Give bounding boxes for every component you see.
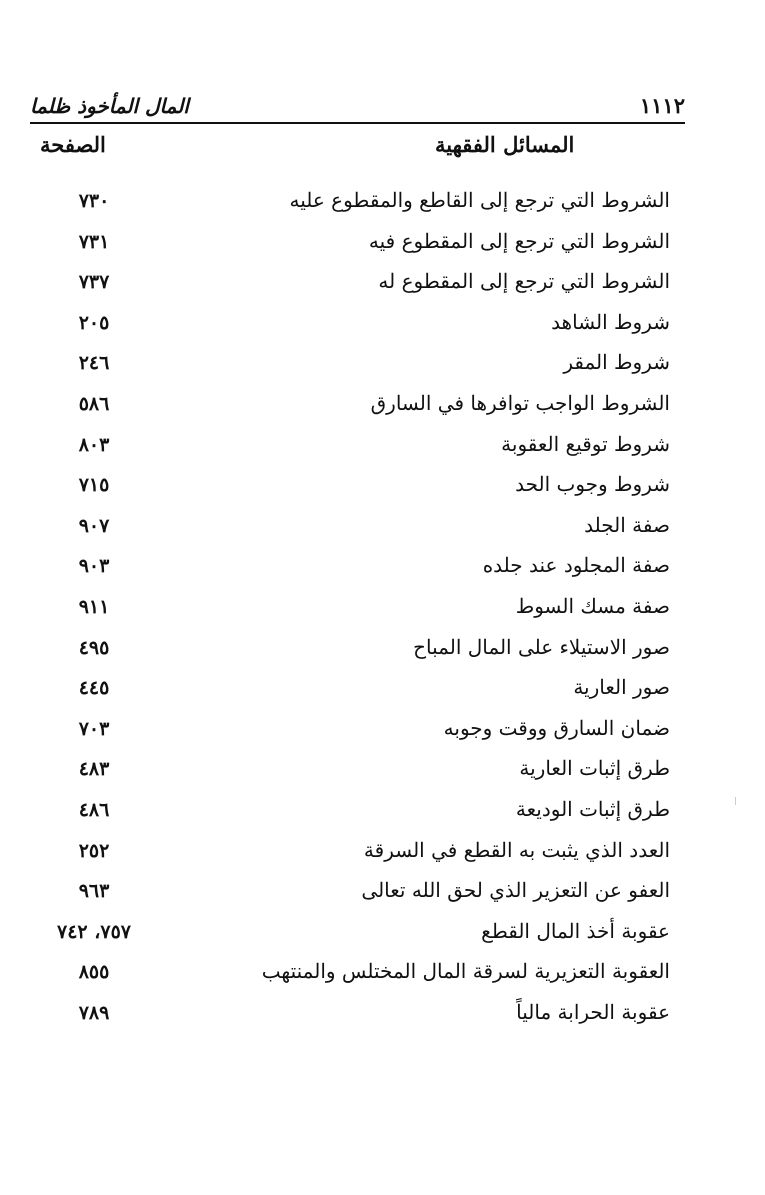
index-topic: الشروط التي ترجع إلى المقطوع له [378, 269, 670, 294]
index-page-ref: ٤٤٥ [78, 677, 110, 700]
index-page-ref: ٤٨٣ [78, 758, 110, 781]
index-row [30, 957, 670, 998]
index-row [30, 633, 670, 674]
index-row [30, 917, 670, 958]
index-topic: شروط وجوب الحد [515, 472, 670, 497]
index-page-ref: ٢٤٦ [78, 352, 110, 375]
index-topic: عقوبة أخذ المال القطع [481, 918, 670, 943]
index-row [30, 836, 670, 877]
index-page-ref: ٧٨٩ [78, 1001, 110, 1024]
index-page-ref: ٩١١ [78, 595, 110, 618]
header-rule [30, 122, 685, 124]
index-page-ref: ٧٠٣ [78, 717, 110, 740]
page-number: ١١١٢ [639, 93, 685, 118]
index-topic: صفة مسك السوط [515, 593, 670, 618]
index-page-ref: ٧٣٧ [78, 271, 110, 294]
index-topic: شروط الشاهد [551, 309, 670, 334]
index-topic: صفة الجلد [584, 512, 670, 537]
index-page-ref: ٢٥٢ [78, 839, 110, 862]
index-page-ref: ٨٥٥ [78, 961, 110, 984]
index-row [30, 186, 670, 227]
index-topic: صفة المجلود عند جلده [482, 553, 670, 578]
index-topic: الشروط الواجب توافرها في السارق [370, 390, 670, 415]
index-row [30, 308, 670, 349]
index-row [30, 348, 670, 389]
page-column-header: الصفحة [40, 132, 106, 157]
index-page-ref: ٥٨٦ [78, 392, 110, 415]
index-page-ref: ٢٠٥ [78, 311, 110, 334]
index-page-ref: ٧٥٧، ٧٤٢ [57, 920, 131, 943]
index-topic: العفو عن التعزير الذي لحق الله تعالى [361, 878, 670, 903]
index-page-ref: ٤٨٦ [78, 798, 110, 821]
index-row [30, 795, 670, 836]
index-topic: شروط توقيع العقوبة [501, 431, 670, 456]
index-topic: شروط المقر [563, 350, 670, 375]
index-row [30, 673, 670, 714]
index-row [30, 551, 670, 592]
index-page-ref: ٩٠٣ [78, 555, 110, 578]
topic-column-header: المسائل الفقهية [435, 132, 575, 157]
running-header [30, 84, 685, 118]
index-topic: العقوبة التعزيرية لسرقة المال المختلس والمنتهب [261, 959, 670, 984]
scan-artifact [735, 797, 736, 805]
index-topic: طرق إثبات العارية [519, 756, 670, 781]
index-topic: عقوبة الحرابة مالياً [516, 999, 670, 1024]
index-page-ref: ٧١٥ [78, 474, 110, 497]
index-page-ref: ٧٣١ [78, 230, 110, 253]
index-topic: صور العارية [573, 675, 670, 700]
index-row [30, 592, 670, 633]
index-row [30, 470, 670, 511]
index-row [30, 876, 670, 917]
index-page-ref: ٩٦٣ [78, 880, 110, 903]
index-row [30, 267, 670, 308]
index-row [30, 754, 670, 795]
index-row [30, 430, 670, 471]
column-headers [30, 128, 670, 168]
index-row [30, 389, 670, 430]
index-row [30, 227, 670, 268]
index-topic: الشروط التي ترجع إلى القاطع والمقطوع عليه [289, 188, 670, 212]
index-topic: صور الاستيلاء على المال المباح [413, 634, 670, 659]
book-title: المال المأخوذ ظلما [30, 94, 189, 118]
index-row [30, 511, 670, 552]
index-page-ref: ٨٠٣ [78, 433, 110, 456]
index-page-ref: ٤٩٥ [78, 636, 110, 659]
index-topic: ضمان السارق ووقت وجوبه [443, 715, 670, 740]
index-topic: العدد الذي يثبت به القطع في السرقة [363, 837, 670, 862]
index-list [30, 186, 670, 1038]
index-topic: طرق إثبات الوديعة [515, 796, 670, 821]
index-topic: الشروط التي ترجع إلى المقطوع فيه [368, 228, 670, 253]
index-page-ref: ٧٣٠ [78, 190, 110, 212]
index-row [30, 998, 670, 1039]
index-row [30, 714, 670, 755]
index-page-ref: ٩٠٧ [78, 514, 110, 537]
